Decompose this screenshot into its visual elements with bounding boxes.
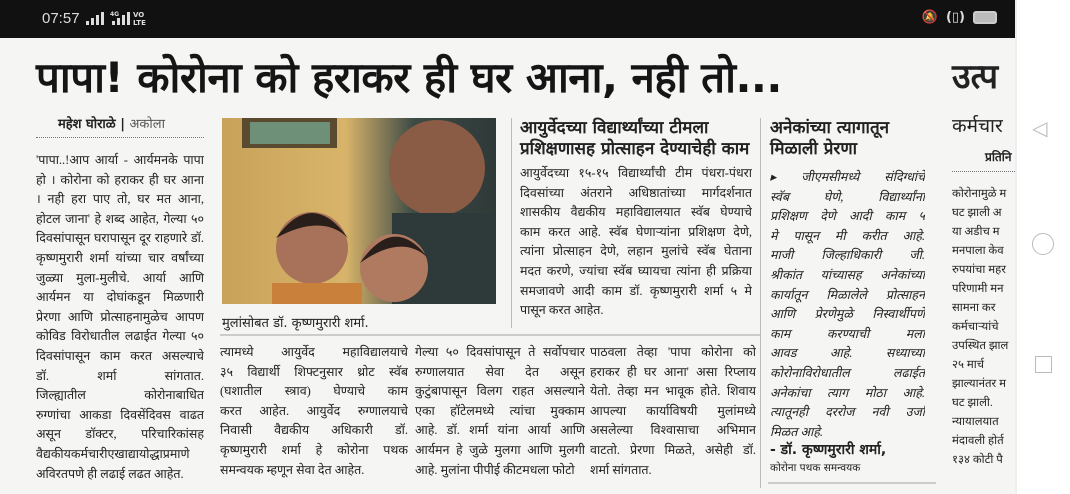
text-line: त्यातूनही दररोज नवी उर्जा xyxy=(770,405,925,420)
heading-line: १३४ कोटी पै xyxy=(952,454,1003,466)
quote-text xyxy=(770,168,925,442)
heading-line: मंदावली होर्त xyxy=(952,435,1004,447)
signal-icon xyxy=(86,12,104,25)
text-line: आयुर्वेदच्या १५-१५ विद्यार्थ्यांची टीम पंधरा-पंधरा xyxy=(520,166,752,180)
text-line: काम करत आहे. स्वॅब घेणाऱ्यांना प्रशिक्षण देणे, xyxy=(520,224,752,239)
text-line: समजावणे आदी काम डॉ. कृष्णमुरारी शर्मा ५ मे xyxy=(520,283,752,298)
text-line: मे पासून मी करीत आहे. xyxy=(770,228,925,243)
text-line: समन्वयक म्हणून सेवा देत आहेत. xyxy=(220,462,365,477)
next-headline: उत्प xyxy=(952,57,999,97)
text-line: 'पापा..!आप आर्या - आर्यमनके पापा xyxy=(36,153,204,167)
text-line: आहे. डॉ. शर्मा यांना आर्या आणि xyxy=(415,423,585,438)
next-byline: प्रतिनि xyxy=(985,150,1012,164)
article-column-3 xyxy=(415,343,585,480)
text-line: दिवसांपासून काम करत असल्याचे xyxy=(36,348,204,363)
heading-line: घट झाली. xyxy=(952,397,993,409)
article-column-4 xyxy=(590,343,756,480)
heading-line: प्रशिक्षणासह प्रोत्साहन देण्याचेही काम xyxy=(520,139,750,159)
text-line: शासकीय वैद्यकीय महाविद्यालयात स्वॅब घेण्याचे xyxy=(520,205,752,220)
text-line: आर्यमन या दोघांकडून मिळणारी xyxy=(36,290,204,305)
text-line: त्यांना प्रोत्साहन देणे, लहान मुलांचे स्वॅब घेताना xyxy=(520,244,752,259)
text-line: रुग्णालयात सेवा देत असून xyxy=(415,364,585,379)
text-line: पासून करत आहेत. xyxy=(520,303,604,318)
heading-line: झाल्यानंतर म xyxy=(952,378,1006,390)
text-line: शर्मा सांगतात. xyxy=(590,462,652,477)
heading-line: न्यायालयात xyxy=(952,416,999,428)
photo-doctor-with-children xyxy=(222,118,496,304)
text-line: श्रीकांत यांच्यासह अनेकांच्या xyxy=(770,267,925,282)
quote-signature: - डॉ. कृष्णमुरारी शर्मा, xyxy=(770,442,887,458)
text-line: कुटुंबापासून विलग राहत असल्याने xyxy=(415,384,585,399)
volte-label: VO LTE xyxy=(133,11,146,27)
heading-line: घट झाली अ xyxy=(952,207,1002,219)
back-icon[interactable]: ◁ xyxy=(1032,116,1048,140)
text-line: होटल जाना' हे शब्द आहेत, गेल्या ५० xyxy=(36,211,204,226)
next-subhead: कर्मचार xyxy=(952,115,1003,137)
recents-icon[interactable] xyxy=(1035,356,1052,373)
article-column-1 xyxy=(36,151,204,484)
text-line: प्रेरणा आणि प्रोत्साहनामुळेच आपण xyxy=(36,309,204,324)
text-line: अविरतपणे ही लढाई लढत आहेत. xyxy=(36,466,184,481)
text-line: असून डॉक्टर, परिचारिकांसह xyxy=(36,427,204,442)
text-line: वैद्यकीयकर्मचारीएखाद्यायोद्धाप्रमाणे xyxy=(36,446,190,461)
heading-line: रुपयांचा महर xyxy=(952,264,1006,276)
heading-line: आयुर्वेदच्या विद्यार्थ्यांच्या टीमला xyxy=(520,118,709,138)
text-line: कोविड विरोधातील लढाईत गेल्या ५० xyxy=(36,329,204,344)
author: महेश घोराळे xyxy=(58,117,116,132)
navigation-bar xyxy=(1015,0,1070,494)
quote-designation: कोरोना पथक समन्वयक xyxy=(770,462,861,474)
text-line: वाटतो. प्रेरणा मिळते, असेही डॉ. xyxy=(590,442,756,457)
location: अकोला xyxy=(129,117,165,132)
text-line: मदत करणे, ज्यांचा स्वॅब घ्यायचा त्यांना ही प्रक्रिया xyxy=(520,263,752,278)
heading-line: कोरोनामुळे म xyxy=(952,188,1007,200)
heading-line: अनेकांच्या त्यागातून xyxy=(770,118,890,138)
text-line: ३५ विद्यार्थी शिफ्टनुसार थ्रोट स्वॅब xyxy=(220,364,408,379)
text-line: हो । कोरोना को हराकर ही घर आना xyxy=(36,172,204,187)
heading-line: या अडीच म xyxy=(952,226,1000,238)
sidebar-heading-sacrifice xyxy=(770,118,889,160)
text-line: डॉ. शर्मा सांगतात. xyxy=(36,368,204,383)
text-line: एका हॉटेलमध्ये त्यांचा मुक्काम xyxy=(415,403,585,418)
heading-line: उपस्थित झाल xyxy=(952,340,1009,352)
article-column-2 xyxy=(220,343,408,480)
text-line: स्वॅब घेणे, विद्यार्थ्यांना xyxy=(770,189,925,204)
text-line: जुळ्या मुला-मुलीचे. आर्या आणि xyxy=(36,270,204,285)
battery-icon xyxy=(973,11,997,24)
text-line: कोरोनाविरोधातील लढाईत xyxy=(770,365,925,380)
newspaper-clipping xyxy=(0,38,1015,494)
clock: 07:57 xyxy=(42,10,80,27)
heading-line: २५ मार्च xyxy=(952,359,984,371)
heading-line: मिळाली प्रेरणा xyxy=(770,139,858,159)
text-line: निवासी वैद्यकीय अधिकारी डॉ. xyxy=(220,423,408,438)
text-line: असलेल्या विश्वासाचा अभिमान xyxy=(590,423,756,438)
text-line: आणि प्रेरणेमुळे निस्वार्थीपणे xyxy=(770,307,925,322)
heading-line: कर्मचाऱ्यांचे xyxy=(952,321,999,333)
text-line: करत आहेत. आयुर्वेद रुग्णालयाचे xyxy=(220,403,408,418)
text-line: । नही हरा पाए तो, घर मत आना, xyxy=(36,192,204,207)
text-line: प्रशिक्षण देणे आदी काम ५ xyxy=(770,209,925,224)
sidebar-ayurved-text xyxy=(520,164,752,321)
text-line: दिवसांच्या अंतराने अधिष्ठातांच्या मार्गदर्शनात xyxy=(520,185,752,200)
text-line: पाठवला तेव्हा 'पापा कोरोना को xyxy=(590,345,756,359)
text-line: मिळत आहे. xyxy=(770,424,824,439)
text-line: आवड आहे. सध्याच्या xyxy=(770,346,925,361)
text-line: दिवसांपासून घरापासून दूर राहणारे डॉ. xyxy=(36,231,204,246)
text-line: त्यामध्ये आयुर्वेद महाविद्यालयाचे xyxy=(220,345,408,359)
text-line: माजी जिल्हाधिकारी जी. xyxy=(770,248,925,263)
text-line: आपल्या कार्याविषयी मुलांमध्ये xyxy=(590,403,756,418)
text-line: ▸ जीएमसीमध्ये संदिग्धांचे xyxy=(770,170,925,184)
heading-line: मनपाला केव xyxy=(952,245,1004,257)
home-icon[interactable] xyxy=(1032,233,1054,255)
text-line: रुग्णांचा आकडा दिवसेंदिवस वाढत xyxy=(36,407,204,422)
headline: पापा! कोरोना को हराकर ही घर आना, नही तो... xyxy=(36,53,782,102)
text-line: हराकर ही घर आना' असा रिप्लाय xyxy=(590,364,756,379)
heading-line: सामना कर xyxy=(952,302,996,314)
text-line: गेल्या ५० दिवसांपासून ते सर्वोपचार xyxy=(415,345,585,359)
text-line: अनेकांचा त्याग मोठा आहे. xyxy=(770,385,925,400)
signal-icon xyxy=(112,12,130,25)
text-line: येतो. तेव्हा मन भावूक होते. शिवाय xyxy=(590,384,756,399)
text-line: (घशातील स्त्राव) घेण्याचे काम xyxy=(220,384,408,399)
photo-illustration xyxy=(222,118,496,304)
text-line: काम करण्याची मला xyxy=(770,326,925,341)
text-line: आहे. मुलांना पीपीई कीटमधला फोटो xyxy=(415,462,575,477)
heading-line: परिणामी मन xyxy=(952,283,1004,295)
vibrate-icon: (▯) xyxy=(945,10,965,25)
status-bar xyxy=(0,0,1015,38)
text-line: कृष्णमुरारी शर्मा हे कोरोना पथक xyxy=(220,442,408,457)
mute-icon: 🔕 xyxy=(921,10,938,25)
next-article-text xyxy=(952,185,1015,470)
sidebar-heading-ayurved xyxy=(520,118,749,160)
text-line: कृष्णमुरारी शर्मा यांच्या चार वर्षांच्या xyxy=(36,250,204,265)
photo-caption: मुलांसोबत डॉ. कृष्णमुरारी शर्मा. xyxy=(222,316,369,331)
text-line: आर्यमन हे जुळे मुलगा आणि मुलगी xyxy=(415,442,585,457)
byline: महेश घोराळे | अकोला xyxy=(58,117,165,132)
text-line: कार्यातून मिळालेले प्रोत्साहन xyxy=(770,287,925,302)
text-line: जिल्ह्यातील कोरोनाबाधित xyxy=(36,388,204,403)
network-type: 4G xyxy=(110,11,120,18)
